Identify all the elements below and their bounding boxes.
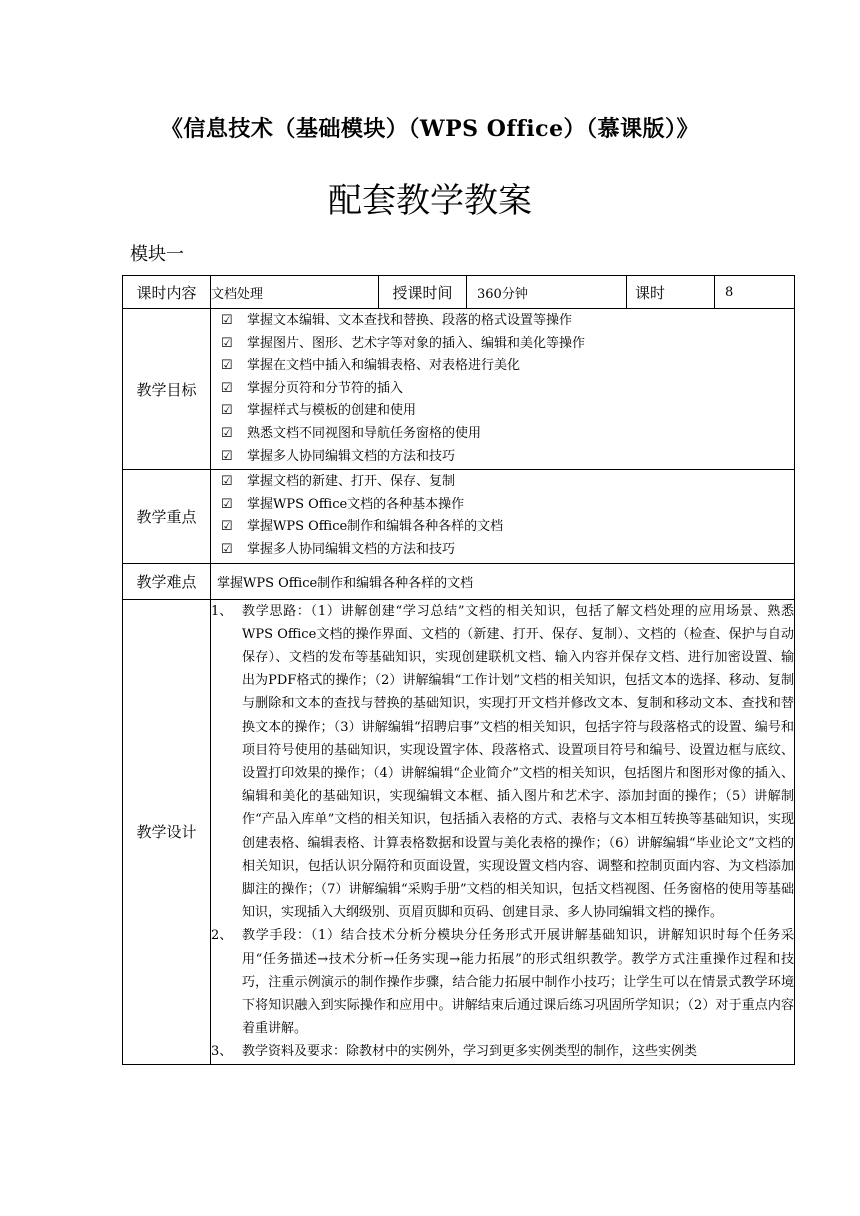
list-item-number: 2、 — [211, 928, 233, 944]
checkbox-checked-icon: ☑ — [221, 403, 233, 419]
checkbox-checked-icon: ☑ — [221, 425, 233, 441]
checkbox-checked-icon: ☑ — [221, 313, 233, 328]
list-item-text: 掌握分页符和分节符的插入 — [247, 380, 404, 396]
design-cell — [211, 599, 795, 1064]
list-item-text: 掌握WPS Office制作和编辑各种各样的文档 — [247, 519, 504, 535]
hours-label: 课时 — [627, 276, 715, 309]
checkbox-checked-icon: ☑ — [221, 496, 233, 512]
list-item — [211, 1040, 794, 1063]
checkbox-checked-icon: ☑ — [221, 448, 233, 464]
key-points-list — [211, 470, 794, 562]
list-item — [221, 378, 794, 401]
list-item — [221, 400, 794, 423]
list-item-text: 掌握多人协同编辑文档的方法和技巧 — [247, 448, 456, 464]
list-item-number: 1、 — [211, 603, 233, 619]
list-item — [221, 494, 794, 517]
list-item-text: 掌握在文档中插入和编辑表格、对表格进行美化 — [247, 358, 521, 374]
table-row-design — [123, 599, 795, 1064]
list-item-number: 3、 — [211, 1044, 233, 1060]
list-item-text: 掌握WPS Office文档的各种基本操作 — [247, 496, 465, 512]
list-item — [221, 355, 794, 378]
key-points-cell — [211, 470, 795, 563]
checkbox-checked-icon: ☑ — [221, 358, 233, 374]
objectives-cell — [211, 309, 795, 470]
list-item-text: 掌握样式与模板的创建和使用 — [247, 403, 417, 419]
checkbox-checked-icon: ☑ — [221, 335, 233, 351]
content-value: 文档处理 — [211, 276, 379, 309]
checkbox-checked-icon: ☑ — [221, 380, 233, 396]
time-value: 360分钟 — [467, 276, 627, 309]
list-item-text: 熟悉文档不同视图和导航任务窗格的使用 — [247, 425, 482, 441]
checkbox-checked-icon: ☑ — [221, 541, 233, 557]
list-item-text: 教学手段：（1）结合技术分析分模块分任务形式开展讲解基础知识，讲解知识时每个任务采用“任务描述→技术分析→任务实现→能力拓展”的形式组织教学。教学方式注重操作过程和技巧，注重示例演示的制作操作步骤，结合能力拓展中制作小技巧；让学生可以在情景式教学环境下将知识融入到实际操作和应用中。讲解结束后通过课后练习巩固所学知识；（2）对于重点内容着重讲解。 — [242, 928, 794, 1037]
list-item — [221, 423, 794, 446]
checkbox-checked-icon: ☑ — [221, 519, 233, 535]
list-item — [211, 600, 794, 925]
list-item — [221, 471, 794, 494]
objectives-label: 教学目标 — [123, 309, 211, 470]
page-subtitle: 配套教学教案 — [328, 181, 532, 221]
time-label: 授课时间 — [379, 276, 467, 309]
module-label: 模块一 — [130, 244, 184, 265]
list-item — [221, 333, 794, 356]
hours-value: 8 — [715, 276, 795, 309]
content-label: 课时内容 — [123, 276, 211, 309]
table-row-difficulty — [123, 563, 795, 599]
list-item-text: 教学资料及要求：除教材中的实例外，学习到更多实例类型的制作，这些实例类 — [242, 1044, 698, 1060]
objectives-list — [211, 309, 794, 469]
checkbox-checked-icon: ☑ — [221, 474, 233, 490]
design-list — [211, 600, 794, 1064]
list-item — [221, 310, 794, 333]
list-item-text: 掌握文档的新建、打开、保存、复制 — [247, 474, 456, 490]
table-row-lesson-info — [123, 276, 795, 309]
difficulty-value: 掌握WPS Office制作和编辑各种各样的文档 — [211, 563, 795, 599]
page-title: 《信息技术（基础模块）（WPS Office）（慕课版）》 — [160, 116, 700, 142]
lesson-plan-table — [122, 275, 795, 1065]
list-item-text: 教学思路：（1）讲解创建“学习总结”文档的相关知识，包括了解文档处理的应用场景、熟悉WPS Office文档的操作界面、文档的（新建、打开、保存、复制）、文档的（检查、保护与自动保存）、文档的发布等基础知识，实现创建联机文档、输入内容并保存文档、进行加密设置、输出为PDF格式的操作；（2）讲解编辑“工作计划”文档的相关知识，包括文本的选择、移动、复制与删除和文本的查找与替换的基础知识，实现打开文档并修改文本、复制和移动文本、查找和替换文本的操作；（3）讲解编辑“招聘启事”文档的相关知识，包括字符与段落格式的设置、编号和项目符号使用的基础知识，实现设置字体、段落格式、设置项目符号和编号、设置边框与底纹、设置打印效果的操作；（4）讲解编辑“企业简介”文档的相关知识，包括图片和图形对像的插入、编辑和美化的基础知识，实现编辑文本框、插入图片和艺术字、添加封面的操作；（5）讲解制作“产品入库单”文档的相关知识，包括插入表格的方式、表格与文本相互转换等基础知识，实现创建表格、编辑表格、计算表格数据和设置与美化表格的操作；（6）讲解编辑“毕业论文”文档的相关知识，包括认识分隔符和页面设置，实现设置文档内容、调整和控制页面内容、为文档添加脚注的操作；（7）讲解编辑“采购手册”文档的相关知识，包括文档视图、任务窗格的使用等基础知识，实现插入大纲级别、页眉页脚和页码、创建目录、多人协同编辑文档的操作。 — [242, 603, 794, 921]
list-item-text: 掌握图片、图形、艺术字等对象的插入、编辑和美化等操作 — [247, 335, 586, 351]
design-label: 教学设计 — [123, 599, 211, 1064]
key-points-label: 教学重点 — [123, 470, 211, 563]
table-row-objectives — [123, 309, 795, 470]
list-item — [221, 539, 794, 562]
list-item — [221, 446, 794, 469]
list-item-text: 掌握文本编辑、文本查找和替换、段落的格式设置等操作 — [247, 313, 573, 328]
list-item — [221, 516, 794, 539]
list-item-text: 掌握多人协同编辑文档的方法和技巧 — [247, 541, 456, 557]
difficulty-label: 教学难点 — [123, 563, 211, 599]
list-item — [211, 924, 794, 1040]
table-row-key-points — [123, 470, 795, 563]
